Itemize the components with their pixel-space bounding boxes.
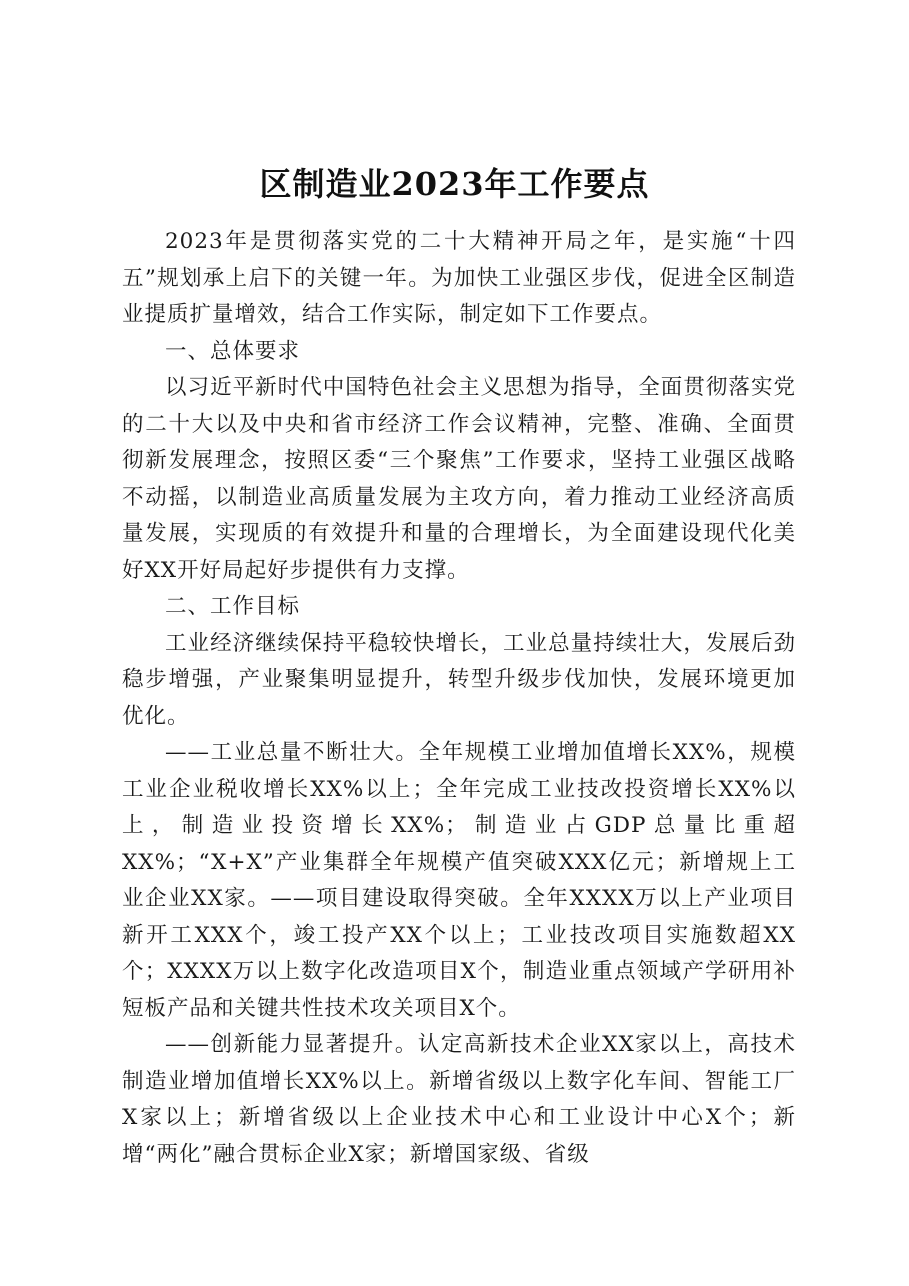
section-heading-overall-requirements: 一、总体要求 — [165, 338, 301, 364]
paragraph-overall-requirements: 以习近平新时代中国特色社会主义思想为指导，全面贯彻落实党的二十大以及中央和省市经济工作会议精神，完整、准确、全面贯彻新发展理念，按照区委“三个聚焦”工作要求，坚持工业强区战略不动摇，以制造业高质量发展为主攻方向，着力推动工业经济高质量发展，实现质的有效提升和量的合理增长，为全面建设现代化美好XX开好局起好步提供有力支撑。 — [122, 375, 796, 583]
document-title: 区制造业2023年工作要点 — [259, 165, 650, 203]
section-heading-work-goals: 二、工作目标 — [165, 594, 301, 619]
document-body — [122, 224, 796, 1173]
paragraph-intro: 2023年是贯彻落实党的二十大精神开局之年，是实施“十四五”规划承上启下的关键一年。为加快工业强区步伐，促进全区制造业提质扩量增效，结合工作实际，制定如下工作要点。 — [122, 229, 796, 327]
paragraph-innovation: ——创新能力显著提升。认定高新技术企业XX家以上，高技术制造业增加值增长XX%以上。新增省级以上数字化车间、智能工厂X家以上；新增省级以上企业技术中心和工业设计中心X个；新增“两化”融合贯标企业X家；新增国家级、省级 — [122, 1032, 796, 1167]
paragraph-work-goals: 工业经济继续保持平稳较快增长，工业总量持续壮大，发展后劲稳步增强，产业聚集明显提升，转型升级步伐加快，发展环境更加优化。 — [122, 630, 796, 729]
paragraph-industrial-growth: ——工业总量不断壮大。全年规模工业增加值增长XX%，规模工业企业税收增长XX%以上；全年完成工业技改投资增长XX%以上，制造业投资增长XX%；制造业占GDP总量比重超XX%；“X+X”产业集群全年规模产值突破XXX亿元；新增规上工业企业XX家。——项目建设取得突破。全年XXXX万以上产业项目新开工XXX个，竣工投产XX个以上；工业技改项目实施数超XX个；XXXX万以上数字化改造项目X个，制造业重点领域产学研用补短板产品和关键共性技术攻关项目X个。 — [122, 740, 796, 1021]
